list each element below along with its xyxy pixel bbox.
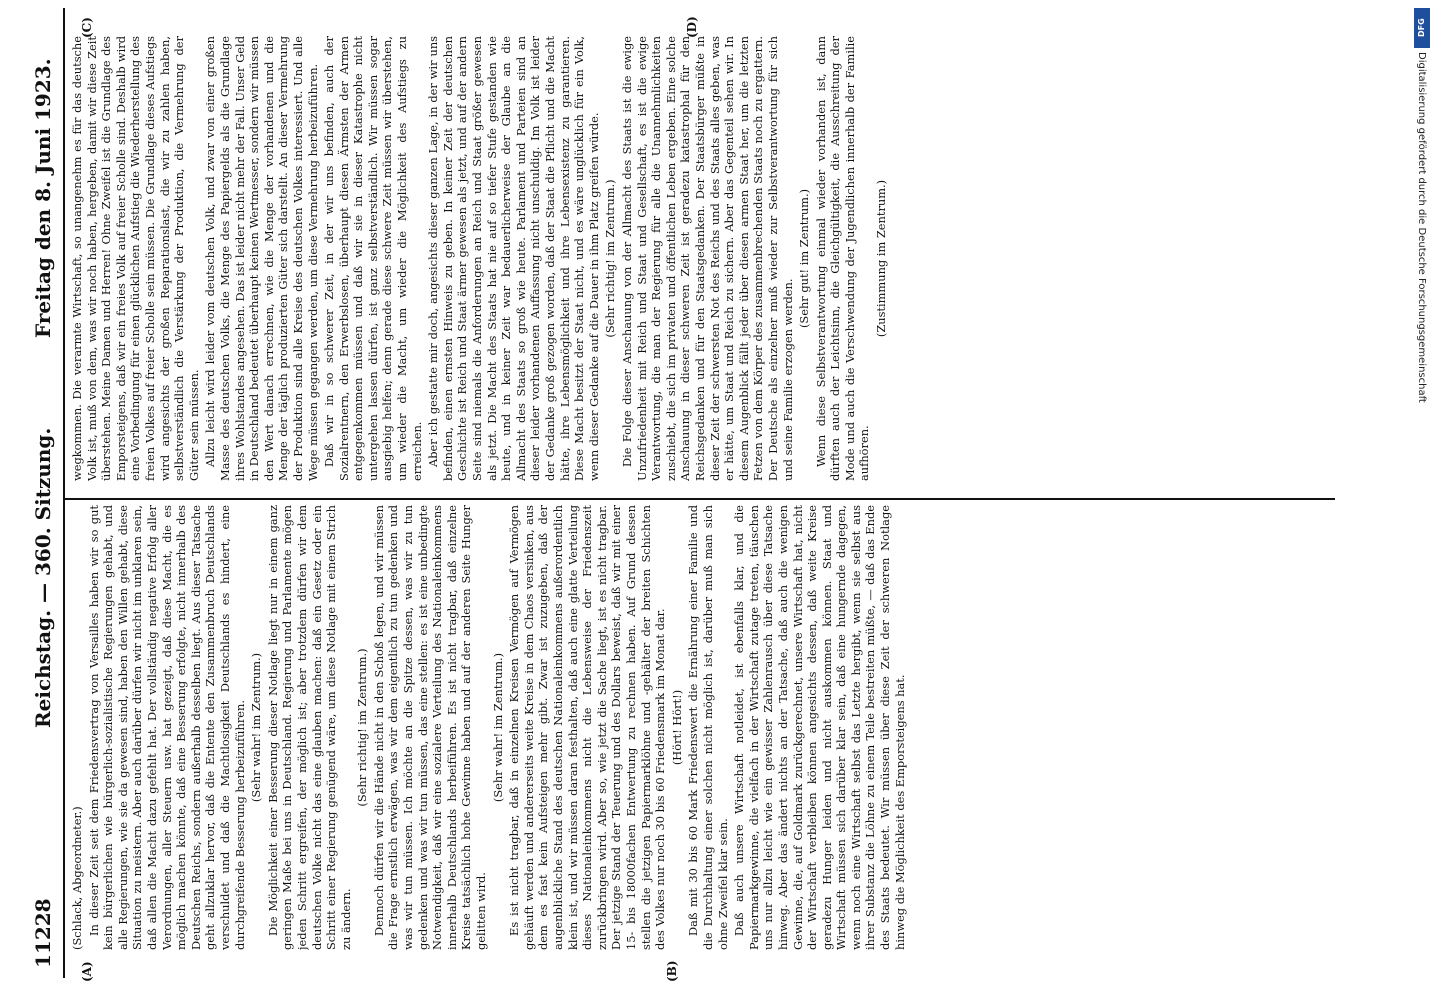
paragraph: Die Möglichkeit einer Besserung dieser Notlage liegt nur in einem ganz geringen Maße bei uns in Deutschland. Regierung und Parlamente mögen jeden Schritt ergreifen, der möglich ist; aber trotzdem dürfen wir dem deutschen Volke nicht das eine glauben machen: daß ein Gesetz oder ein Schritt einer Regierung genügend wäre, um diese Notlage mit einem Strich zu ändern. <box>265 505 353 950</box>
left-column <box>70 505 1340 950</box>
column-divider <box>65 498 1335 500</box>
speaker-label: (Schlack, Abgeordneter.) <box>70 806 84 950</box>
interjection: (Sehr wahr! im Zentrum.) <box>490 652 505 803</box>
paragraph: wegkommen. Die verarmte Wirtschaft, so unangenehm es für das deutsche Volk ist, muß von dem, was wir noch haben, hergeben, damit wir diese Zeit überstehen. Meine Damen und Herren! Ohne Zweifel ist die Grundlage des Emporsteigens, daß wir ein freies Volk auf freier Scholle sind. Deshalb wird eine Vorbedingung für einen glücklichen Aufstieg die Wiederherstellung des freien Volkes auf freier Scholle sein müssen. Die Grundlage dieses Aufstiegs wird angesichts der großen Reparationslast, die wir zu zahlen haben, selbstverständlich die Verstärkung der Produktion, die Vermehrung der Güter sein müssen. <box>70 36 201 481</box>
paragraph: In dieser Zeit seit dem Friedensvertrag von Versailles haben wir so gut kein bürgerlichen wie bürgerlich-sozialistische Regierungen gehabt, und alle Regierungen, wie sie da gewesen sind, haben den Willen gehabt, diese Situation zu meistern. Aber auch darüber dürfen wir nicht im unklaren sein, daß allen die Macht dazu gefehlt hat. Der vollständig negative Erfolg aller Verordnungen, aller Steuern usw. hat gezeigt, daß diese Macht, die es möglich machen könnte, daß eine Besserung erfolgte, nicht innerhalb des Deutschen Reichs, sondern außerhalb desselben liegt. Aus dieser Tatsache geht allzuklar hervor, daß die Entente den Zusammenbruch Deutschlands verschuldet und daß die Machtlosigkeit Deutschlands es hindert, eine durchgreifende Besserung herbeizuführen. <box>86 505 247 950</box>
page-header <box>25 8 65 978</box>
interjection: (Sehr wahr! im Zentrum.) <box>249 652 264 803</box>
paragraph: Es ist nicht tragbar, daß in einzelnen Kreisen Vermögen auf Vermögen gehäuft werden und andererseits weite Kreise in dem Chaos versinken, aus dem es fast kein Aufsteigen mehr gibt. Zwar ist zuzugeben, daß der augenblickliche Stand des deutschen Nationaleinkommens außerordentlich klein ist, und wir müssen daran festhalten, daß auch eine glatte Verteilung dieses Nationaleinkommens nicht die Lebensweise der Friedenszeit zurückbringen wird. Aber so, wie jetzt die Sache liegt, ist es nicht tragbar. Der jetzige Stand der Teuerung und des Dollars beweist, daß wir mit einer 15- bis 18000fachen Entwertung zu rechnen haben. Auf Grund dessen stellen die jetzigen Papiermarklöhne und -gehälter der breiten Schichten des Volkes nur noch 30 bis 60 Friedensmark im Monat dar. <box>507 505 668 950</box>
paragraph: Daß mit 30 bis 60 Mark Friedenswert die Ernährung einer Familie und die Durchhaltung einer solchen nicht möglich ist, darüber muß man sich ohne Zweifel klar sein. <box>686 505 730 950</box>
digitization-credit-text: Digitalisierung gefördert durch die Deutsche Forschungsgemeinschaft <box>1416 52 1427 403</box>
margin-marker-b: (B) <box>665 960 679 982</box>
paragraph: Daß wir in so schwerer Zeit, in der wir uns befinden, auch der Sozialrentnern, den Erwerbslosen, überhaupt diesen Ärmsten der Armen entgegenkommen müssen und daß wir sie in dieser Katastrophe nicht untergehen lassen dürfen, ist ganz selbstverständlich. Wir müssen sogar ausgiebig helfen; denn gerade diese schwere Zeit müssen wir überstehen, um wieder die Macht, um wieder die Möglichkeit des Aufstiegs zu erreichen. <box>322 36 424 481</box>
paragraph: Allzu leicht wird leider vom deutschen Volk, und zwar von einer großen Masse des deutschen Volks, die Menge des Papiergelds als die Grundlage ihres Wohlstandes angesehen. Das ist leider nicht mehr der Fall. Unser Geld in Deutschland bedeutet überhaupt keinen Wertmesser, sondern wir müssen den Wert danach errechnen, wie die Menge der vorhandenen und die Menge der täglich produzierten Güter sich darstellt. An dieser Vermehrung der Produktion sind alle Kreise des deutschen Volkes interessiert. Und alle Wege müssen gegangen werden, um diese Vermehrung herbeizuführen. <box>203 36 320 481</box>
paragraph: Aber ich gestatte mir doch, angesichts dieser ganzen Lage, in der wir uns befinden, einen ernsten Hinweis zu geben. In keiner Zeit der deutschen Geschichte ist Reich und Staat ärmer gewesen als jetzt, und auf der andern Seite sind niemals die Anforderungen an Reich und Staat größer gewesen als jetzt. Die Macht des Staats hat nie auf so tiefer Stufe gestanden wie heute, und in keiner Zeit war bedauerlicherweise der Glaube an die Allmacht des Staats so groß wie heute. Parlament und Parteien sind an dieser leider vorhandenen Auffassung nicht unschuldig. Im Volk ist leider der Gedanke groß gezogen worden, daß der Staat die Pflicht und die Macht hätte, ihre Lebensmöglichkeit und ihre Lebensexistenz zu garantieren. Diese Macht besitzt der Staat nicht, und es wäre unglücklich für ein Volk, wenn dieser Gedanke auf die Dauer in ihm Platz greifen würde. <box>426 36 601 481</box>
date-title: Freitag den 8. Juni 1923. <box>31 58 55 338</box>
dfg-logo: DFG <box>1414 8 1430 48</box>
interjection: (Zustimmung im Zentrum.) <box>874 179 889 338</box>
session-title: Reichstag. — 360. Sitzung. <box>31 427 55 728</box>
interjection: (Sehr gut! im Zentrum.) <box>797 188 812 329</box>
paragraph: Daß auch unsere Wirtschaft notleidet, ist ebenfalls klar, und die Papiermarkgewinne, die vielfach in der Wirtschaft zutage treten, täuschen uns nur allzu leicht wie ein gewisser Zahlenrausch über diese Tatsache hinweg. Aber das ändert nichts an der Tatsache, daß auch die wenigen Gewinne, die, auf Goldmark zurückgerechnet, unsere Wirtschaft hat, nicht der Wirtschaft verbleiben können angesichts dessen, daß weite Kreise geradezu Hunger leiden und nicht auskommen können. Staat und Wirtschaft müssen sich darüber klar sein, daß eine hungernde dagegen, wenn noch eine Wirtschaft selbst das Letzte hergibt, wenn sie selbst aus ihrer Substanz die Löhne zu einem Teile bestreiten müßte, — daß das Ende des Staats bedeutet. Wir müssen über diese Zeit der schweren Notlage hinweg die Möglichkeit des Emporsteigens hat. <box>732 505 907 950</box>
page-number: 11228 <box>31 898 55 968</box>
right-column <box>70 36 1340 481</box>
paragraph: Die Folge dieser Anschauung von der Allmacht des Staats ist die ewige Unzufriedenheit mit Reich und Staat und Gesellschaft, es ist die ewige Verantwortung, die man der Regierung für alle die Unannehmlichkeiten zuschiebt, die sich im privaten und öffentlichen Leben ergeben. Eine solche Anschauung in dieser schweren Zeit ist geradezu katastrophal für den Reichsgedanken und für den Staatsgedanken. Der Staatsbürger müßte in dieser Zeit der schwersten Not des Reichs und des Staats alles geben, was er hätte, um Staat und Reich zu sichern. Aber das Gegenteil sehen wir. In diesem Augenblick fällt jeder über diesen armen Staat her, um die letzten Fetzen von dem Körper des zusammenbrechenden Staats noch zu ergattern. Der Deutsche als einzelner muß wieder zur Selbstverantwortung für sich und seine Familie erzogen werden. <box>619 36 795 481</box>
paragraph: Wenn diese Selbstverantwortung einmal wieder vorhanden ist, dann dürften auch der Leichtsinn, die Gleichgültigkeit, die Ausschreitung der Mode und auch die Verschwendung der Jugendlichen innerhalb der Familie aufhören. <box>813 36 872 481</box>
margin-marker-d: (D) <box>685 16 699 38</box>
interjection: (Sehr richtig! im Zentrum.) <box>355 648 370 807</box>
interjection: (Sehr richtig! im Zentrum.) <box>603 179 618 338</box>
interjection: (Hört! Hört!) <box>669 689 684 766</box>
paragraph: Dennoch dürfen wir die Hände nicht in den Schoß legen, und wir müssen die Frage ernstlich erwägen, was wir dem eigentlich zu tun gedenken und was wir tun müssen. Ich möchte an die Spitze dessen, was wir zu tun gedenken und was wir tun müssen, das eine stellen: es ist eine unbedingte Notwendigkeit, daß wir eine sozialere Verteilung des Nationaleinkommens innerhalb Deutschlands herbeiführen. Es ist nicht tragbar, daß einzelne Kreise tatsächlich hohe Gewinne haben und auf der anderen Seite Hunger gelitten wird. <box>371 505 489 950</box>
newspaper-page <box>25 8 1345 982</box>
margin-marker-a: (A) <box>80 961 94 982</box>
margin-marker-c: (C) <box>80 17 94 38</box>
